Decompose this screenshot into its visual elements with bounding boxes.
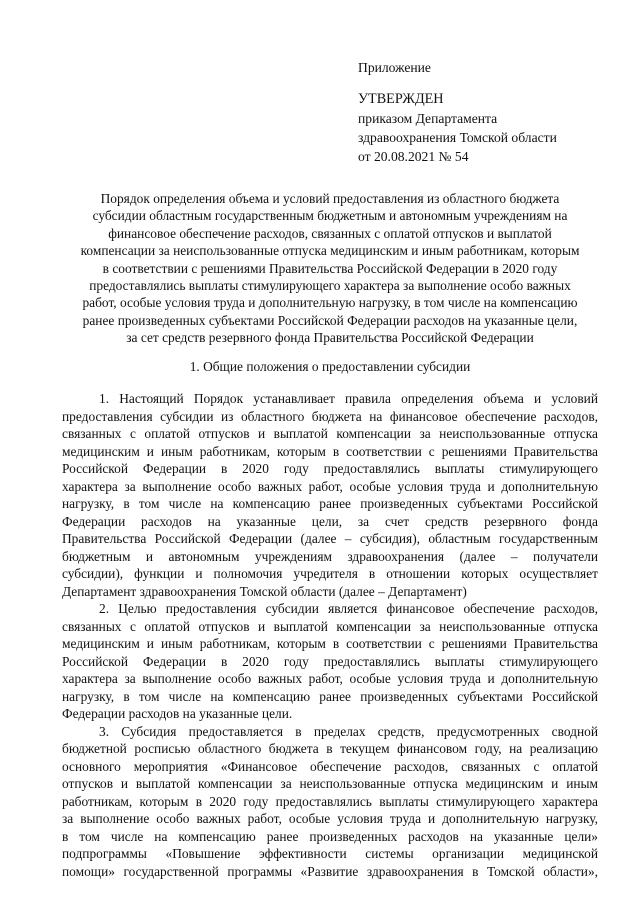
text-line: Правительства Российской Федерации (далее – субсидия), областным государственным: [62, 531, 598, 546]
text-line: Российской Федерации в 2020 году предоставлялись выплаты стимулирующего: [62, 461, 598, 476]
approval-block: [358, 58, 618, 166]
text-line: 1. Настоящий Порядок устанавливает правила определения объема и условий: [99, 391, 598, 406]
title-line: субсидии областным государственным бюджетным и автономным учреждениям на: [92, 208, 568, 224]
text-line: за выполнение особо важных работ, особые условия труда и дополнительную нагрузку,: [62, 811, 598, 826]
text-line: нагрузку, в том числе на компенсацию ранее произведенных субъектами Российской: [62, 496, 598, 511]
text-line: Федерации расходов на указанные цели.: [62, 706, 293, 721]
text-line: основного мероприятия «Финансовое обеспечение расходов, связанных с оплатой: [62, 758, 598, 774]
title-line: предоставлялись выплаты стимулирующего характера за выполнение особо важных: [89, 278, 571, 294]
approved-stamp-label: УТВЕРЖДЕН: [358, 91, 444, 107]
text-line: отпусков и выплатой компенсации за неиспользованные отпуска медицинским и иным: [62, 776, 598, 791]
text-line: работникам, которым в 2020 году предоставлялись выплаты стимулирующего характера: [62, 793, 598, 809]
title-line: за сет средств резервного фонда Правительства Российской Федерации: [126, 330, 534, 346]
text-line: медицинским и иным работникам, которым в соответствии с решениями Правительства: [62, 443, 598, 459]
text-line: субсидии), функции и полномочия учредителя в отношении которых осуществляет: [62, 566, 598, 581]
text-line: нагрузку, в том числе на компенсацию ранее произведенных субъектами Российской: [62, 688, 598, 704]
text-line: связанных с оплатой отпусков и выплатой компенсации за неиспользованные отпуска: [62, 618, 598, 634]
text-line: бюджетным и автономным учреждениям здравоохранения (далее – получатели: [62, 548, 598, 564]
text-line: характера за выполнение особо важных работ, особые условия труда и дополнительную: [62, 478, 598, 494]
document-title: [60, 190, 600, 347]
text-line: предоставления субсидии из областного бюджета на финансовое обеспечение расходов,: [62, 408, 598, 424]
text-line: медицинским и иным работникам, которым в соответствии с решениями Правительства: [62, 636, 598, 651]
title-line: финансовое обеспечение расходов, связанных с оплатой отпусков и выплатой: [108, 225, 552, 241]
text-line: Российской Федерации в 2020 году предоставлялись выплаты стимулирующего: [62, 653, 598, 669]
text-line: помощи» государственной программы «Развитие здравоохранения в Томской области»,: [62, 863, 598, 879]
title-line: работ, особые условия труда и дополнительную нагрузку, в том числе на компенсацию: [82, 295, 578, 311]
title-line: ранее произведенных субъектами Российской Федерации расходов на указанные цели,: [82, 312, 578, 328]
text-line: в том числе на компенсацию ранее произведенных расходов на указанные цели»: [62, 828, 598, 844]
section-heading: 1. Общие положения о предоставлении субсидии: [189, 359, 471, 374]
text-line: Федерации расходов на указанные цели, за счет средств резервного фонда: [62, 513, 598, 529]
document-body: [62, 390, 598, 880]
text-line: связанных с оплатой отпусков и выплатой компенсации за неиспользованные отпуска: [62, 426, 598, 441]
text-line: 3. Субсидия предоставляется в пределах средств, предусмотренных сводной: [99, 723, 598, 739]
paragraph-3: [62, 723, 598, 881]
text-line: бюджетной росписью областного бюджета в текущем финансовом году, на реализацию: [62, 741, 598, 756]
appendix-label: Приложение: [358, 60, 431, 75]
approval-date-line: от 20.08.2021 № 54: [358, 149, 469, 164]
text-line: 2. Целью предоставления субсидии является финансовое обеспечение расходов,: [99, 601, 598, 616]
title-line: Порядок определения объема и условий предоставления из областного бюджета: [100, 191, 560, 206]
text-line: Департамент здравоохранения Томской области (далее – Департамент): [62, 583, 467, 599]
paragraph-2: [62, 600, 598, 723]
title-line: в соответствии с решениями Правительства Российской Федерации в 2020 году: [102, 260, 558, 276]
text-line: подпрограммы «Повышение эффективности системы организации медицинской: [62, 846, 598, 861]
title-line: компенсации за неиспользованные отпуска медицинским и иным работникам, которым: [80, 243, 580, 259]
paragraph-1: [62, 390, 598, 600]
text-line: характера за выполнение особо важных работ, особые условия труда и дополнительную: [62, 671, 598, 686]
approval-order-line: приказом Департамента: [358, 111, 498, 126]
approval-department-line: здравоохранения Томской области: [358, 130, 557, 145]
